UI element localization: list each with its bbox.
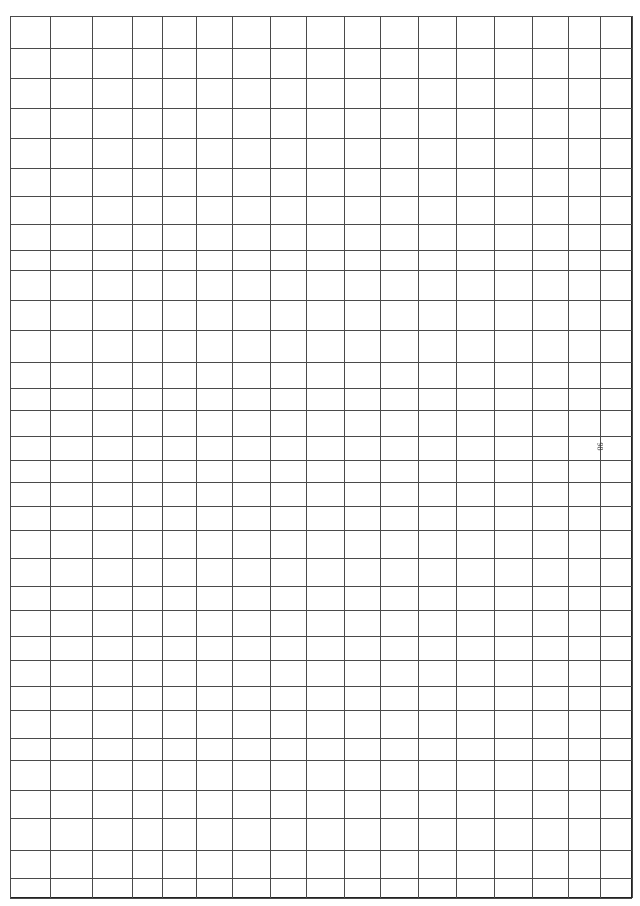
table-column-line xyxy=(50,16,51,898)
table-row-line xyxy=(10,270,632,271)
table-row-line xyxy=(10,330,632,331)
table-row-line xyxy=(10,482,632,483)
table-column-line xyxy=(568,16,569,898)
table-column-line xyxy=(344,16,345,898)
table-row-line xyxy=(10,530,632,531)
table-column-line xyxy=(380,16,381,898)
table-row-line xyxy=(10,460,632,461)
table-row-line xyxy=(10,586,632,587)
table-row-line xyxy=(10,362,632,363)
table-row-line xyxy=(10,250,632,251)
table-column-line xyxy=(456,16,457,898)
table-row-line xyxy=(10,610,632,611)
table-row-line xyxy=(10,818,632,819)
table-row-line xyxy=(10,224,632,225)
table-column-line xyxy=(196,16,197,898)
table-row-line xyxy=(10,196,632,197)
table-row-line xyxy=(10,738,632,739)
table-column-line xyxy=(10,16,11,898)
table-column-line xyxy=(270,16,271,898)
table-row-line xyxy=(10,660,632,661)
table-row-line xyxy=(10,878,632,879)
table-row-line xyxy=(10,506,632,507)
table-row-line xyxy=(10,760,632,761)
table-column-line xyxy=(632,16,633,898)
table-row-line xyxy=(10,78,632,79)
table-row-line xyxy=(10,48,632,49)
table-row-line xyxy=(10,790,632,791)
table-column-line xyxy=(600,16,601,898)
table-column-line xyxy=(232,16,233,898)
table-row-line xyxy=(10,388,632,389)
page-number: 98 xyxy=(595,442,605,451)
table-column-line xyxy=(92,16,93,898)
table-row-line xyxy=(10,436,632,437)
table-frame xyxy=(10,16,632,898)
table-column-line xyxy=(306,16,307,898)
table-row-line xyxy=(10,300,632,301)
table-row-line xyxy=(10,168,632,169)
table-row-line xyxy=(10,850,632,851)
table-column-line xyxy=(532,16,533,898)
table-row-line xyxy=(10,898,632,899)
table-row-line xyxy=(10,108,632,109)
table-column-line xyxy=(418,16,419,898)
table-column-line xyxy=(162,16,163,898)
table-column-line xyxy=(132,16,133,898)
table-row-line xyxy=(10,138,632,139)
table-column-line xyxy=(494,16,495,898)
table-row-line xyxy=(10,16,632,17)
table-row-line xyxy=(10,636,632,637)
table-row-line xyxy=(10,410,632,411)
table-row-line xyxy=(10,558,632,559)
table-row-line xyxy=(10,686,632,687)
table-row-line xyxy=(10,710,632,711)
